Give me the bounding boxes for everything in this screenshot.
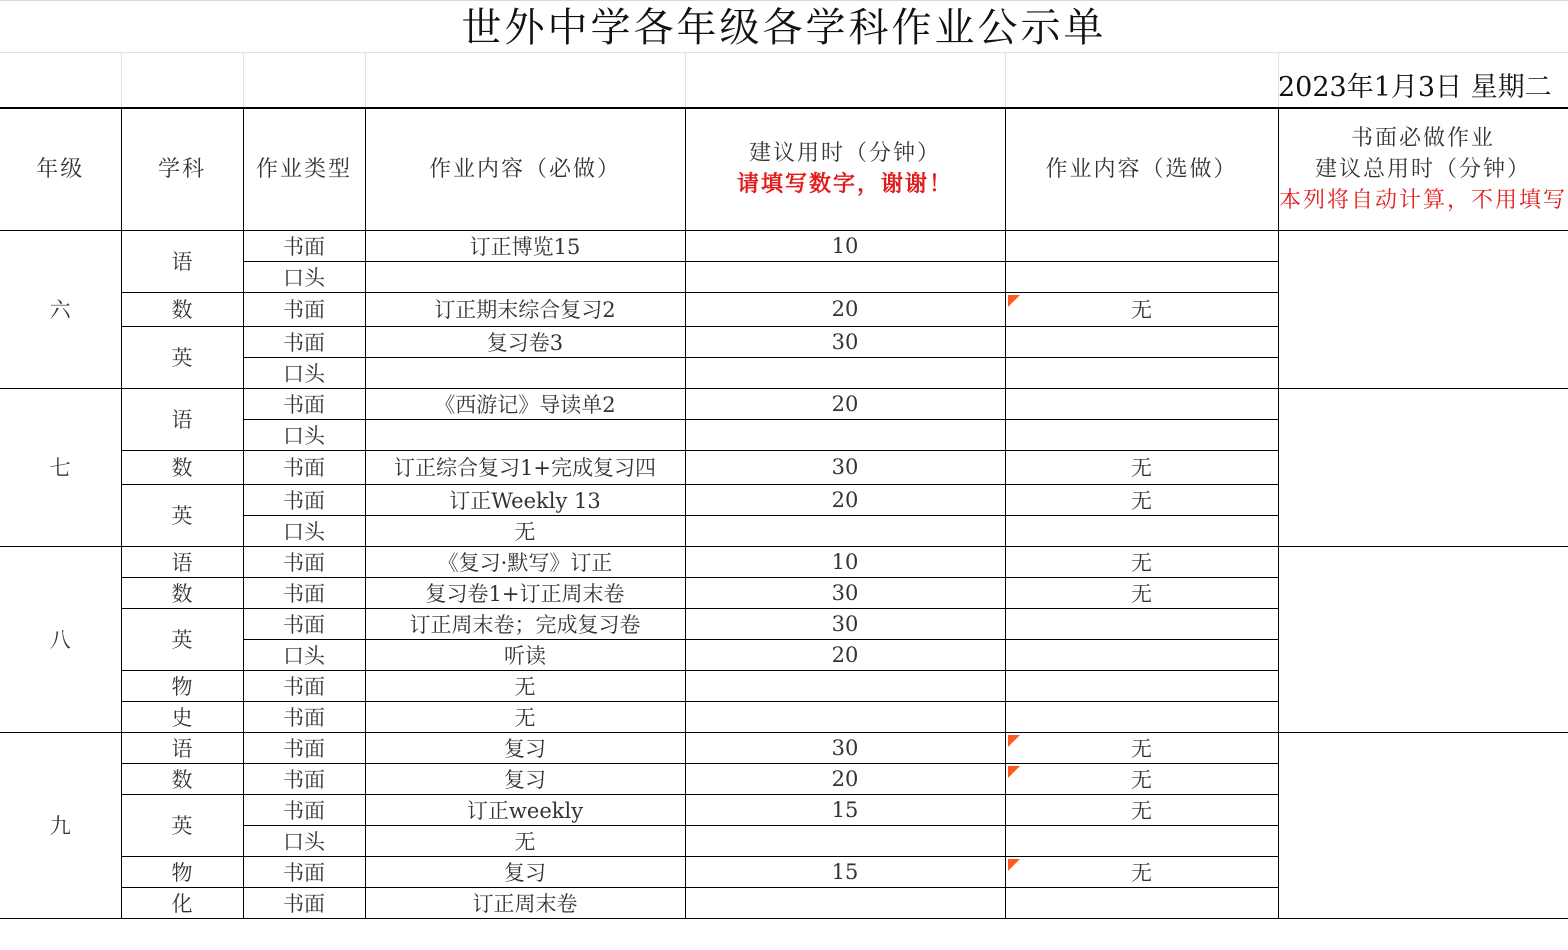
header-time[interactable] [685, 108, 1005, 230]
total-cell[interactable] [1278, 546, 1568, 732]
type-cell[interactable]: 书面 [243, 546, 365, 577]
time-cell[interactable] [685, 357, 1005, 388]
time-cell[interactable]: 30 [685, 732, 1005, 763]
optional-cell[interactable] [1005, 261, 1278, 292]
total-cell[interactable] [1278, 230, 1568, 388]
gridline [243, 52, 244, 107]
time-cell[interactable]: 10 [685, 230, 1005, 261]
subject-cell[interactable]: 英 [121, 794, 243, 856]
optional-cell[interactable] [1005, 388, 1278, 419]
time-cell[interactable]: 20 [685, 639, 1005, 670]
table-row [0, 546, 1568, 577]
time-cell[interactable]: 20 [685, 292, 1005, 326]
content-cell[interactable]: 无 [365, 670, 685, 701]
time-cell[interactable] [685, 261, 1005, 292]
optional-cell[interactable] [1005, 856, 1278, 887]
content-cell[interactable]: 订正weekly [365, 794, 685, 825]
total-cell[interactable] [1278, 388, 1568, 546]
subject-cell[interactable]: 英 [121, 608, 243, 670]
time-cell[interactable]: 20 [685, 388, 1005, 419]
optional-cell[interactable]: 无 [1005, 794, 1278, 825]
type-cell[interactable]: 书面 [243, 292, 365, 326]
optional-cell[interactable] [1005, 639, 1278, 670]
optional-cell[interactable]: 无 [1005, 577, 1278, 608]
comment-marker-icon[interactable] [1008, 859, 1020, 871]
grade-cell[interactable]: 九 [0, 732, 121, 918]
content-cell[interactable] [365, 261, 685, 292]
content-cell[interactable]: 复习 [365, 856, 685, 887]
optional-cell[interactable] [1005, 230, 1278, 261]
optional-cell[interactable]: 无 [1005, 546, 1278, 577]
subject-cell[interactable]: 语 [121, 732, 243, 763]
content-cell[interactable]: 复习卷3 [365, 326, 685, 357]
optional-cell[interactable] [1005, 515, 1278, 546]
table-row [0, 388, 1568, 419]
gridline [685, 52, 686, 107]
optional-cell[interactable] [1005, 292, 1278, 326]
optional-text: 无 [1131, 736, 1152, 761]
header-type[interactable]: 作业类型 [243, 108, 365, 230]
content-cell[interactable]: 听读 [365, 639, 685, 670]
subject-cell[interactable]: 语 [121, 388, 243, 450]
comment-marker-icon[interactable] [1008, 735, 1020, 747]
content-cell[interactable]: 订正周末卷 [365, 887, 685, 918]
total-cell[interactable] [1278, 732, 1568, 918]
content-cell[interactable]: 订正期末综合复习2 [365, 292, 685, 326]
header-total-label2: 建议总用时（分钟） [1314, 156, 1531, 182]
time-cell[interactable]: 15 [685, 856, 1005, 887]
content-cell[interactable]: 复习 [365, 732, 685, 763]
content-cell[interactable] [365, 419, 685, 450]
content-cell[interactable] [365, 357, 685, 388]
time-cell[interactable] [685, 701, 1005, 732]
subject-cell[interactable]: 语 [121, 546, 243, 577]
time-cell[interactable] [685, 515, 1005, 546]
sheet-title[interactable]: 世外中学各年级各学科作业公示单 [0, 0, 1568, 52]
content-cell[interactable]: 无 [365, 515, 685, 546]
type-cell[interactable]: 书面 [243, 484, 365, 515]
header-grade[interactable]: 年级 [0, 108, 121, 230]
content-cell[interactable]: 复习卷1+订正周末卷 [365, 577, 685, 608]
type-cell[interactable]: 书面 [243, 856, 365, 887]
content-cell[interactable]: 无 [365, 825, 685, 856]
type-cell[interactable]: 书面 [243, 230, 365, 261]
type-cell[interactable]: 口头 [243, 515, 365, 546]
type-cell[interactable]: 书面 [243, 701, 365, 732]
type-cell[interactable]: 口头 [243, 357, 365, 388]
grade-cell[interactable]: 七 [0, 388, 121, 546]
optional-cell[interactable] [1005, 419, 1278, 450]
time-cell[interactable] [685, 670, 1005, 701]
optional-cell[interactable] [1005, 825, 1278, 856]
content-cell[interactable]: 订正Weekly 13 [365, 484, 685, 515]
subject-cell[interactable]: 英 [121, 326, 243, 388]
subject-cell[interactable]: 数 [121, 450, 243, 484]
subject-cell[interactable]: 语 [121, 230, 243, 292]
table-row [0, 732, 1568, 763]
type-cell[interactable]: 书面 [243, 794, 365, 825]
optional-cell[interactable] [1005, 701, 1278, 732]
type-cell[interactable]: 口头 [243, 261, 365, 292]
optional-text: 无 [1131, 298, 1152, 322]
optional-cell[interactable]: 无 [1005, 484, 1278, 515]
type-cell[interactable]: 书面 [243, 326, 365, 357]
optional-cell[interactable]: 无 [1005, 450, 1278, 484]
time-cell[interactable]: 10 [685, 546, 1005, 577]
content-cell[interactable]: 订正周末卷；完成复习卷 [365, 608, 685, 639]
comment-marker-icon[interactable] [1008, 295, 1020, 307]
type-cell[interactable]: 书面 [243, 608, 365, 639]
header-time-label: 建议用时（分钟） [748, 141, 941, 167]
time-cell[interactable]: 20 [685, 763, 1005, 794]
optional-cell[interactable] [1005, 608, 1278, 639]
table-row [0, 230, 1568, 261]
subject-cell[interactable]: 化 [121, 887, 243, 918]
gridline [121, 52, 122, 107]
subject-cell[interactable]: 数 [121, 292, 243, 326]
type-cell[interactable]: 书面 [243, 732, 365, 763]
header-subject[interactable]: 学科 [121, 108, 243, 230]
homework-table [0, 107, 1568, 919]
type-cell[interactable]: 书面 [243, 887, 365, 918]
time-cell[interactable]: 30 [685, 577, 1005, 608]
content-cell[interactable]: 《复习·默写》订正 [365, 546, 685, 577]
time-cell[interactable]: 30 [685, 450, 1005, 484]
subject-cell[interactable]: 物 [121, 670, 243, 701]
subject-cell[interactable]: 英 [121, 484, 243, 546]
grade-cell[interactable]: 八 [0, 546, 121, 732]
time-cell[interactable]: 30 [685, 608, 1005, 639]
header-row [0, 108, 1568, 230]
content-cell[interactable]: 订正综合复习1+完成复习四 [365, 450, 685, 484]
time-cell[interactable]: 15 [685, 794, 1005, 825]
type-cell[interactable]: 书面 [243, 388, 365, 419]
optional-cell[interactable] [1005, 670, 1278, 701]
grade-cell[interactable]: 六 [0, 230, 121, 388]
header-time-note: 请填写数字，谢谢！ [736, 171, 953, 198]
optional-cell[interactable] [1005, 732, 1278, 763]
gridline [0, 52, 1568, 53]
time-cell[interactable] [685, 419, 1005, 450]
type-cell[interactable]: 书面 [243, 577, 365, 608]
time-cell[interactable] [685, 887, 1005, 918]
header-total-note: 本列将自动计算，不用填写 [1278, 187, 1567, 213]
optional-cell[interactable] [1005, 887, 1278, 918]
date-cell[interactable]: 2023年1月3日 星期二 [1278, 72, 1552, 103]
type-cell[interactable]: 口头 [243, 639, 365, 670]
comment-marker-icon[interactable] [1008, 766, 1020, 778]
header-content-required[interactable]: 作业内容（必做） [365, 108, 685, 230]
optional-cell[interactable] [1005, 357, 1278, 388]
type-cell[interactable]: 口头 [243, 825, 365, 856]
subject-cell[interactable]: 数 [121, 577, 243, 608]
header-total[interactable] [1278, 108, 1568, 230]
content-cell[interactable]: 复习 [365, 763, 685, 794]
gridline [365, 52, 366, 107]
type-cell[interactable]: 书面 [243, 450, 365, 484]
time-cell[interactable] [685, 825, 1005, 856]
optional-text: 无 [1131, 767, 1152, 792]
type-cell[interactable]: 书面 [243, 763, 365, 794]
subject-cell[interactable]: 数 [121, 763, 243, 794]
time-cell[interactable]: 20 [685, 484, 1005, 515]
gridline [1005, 52, 1006, 107]
optional-cell[interactable] [1005, 326, 1278, 357]
content-cell[interactable]: 订正博览15 [365, 230, 685, 261]
content-cell[interactable]: 《西游记》导读单2 [365, 388, 685, 419]
header-content-optional[interactable]: 作业内容（选做） [1005, 108, 1278, 230]
optional-text: 无 [1131, 860, 1152, 885]
time-cell[interactable]: 30 [685, 326, 1005, 357]
subject-cell[interactable]: 史 [121, 701, 243, 732]
subject-cell[interactable]: 物 [121, 856, 243, 887]
content-cell[interactable]: 无 [365, 701, 685, 732]
type-cell[interactable]: 口头 [243, 419, 365, 450]
optional-cell[interactable] [1005, 763, 1278, 794]
type-cell[interactable]: 书面 [243, 670, 365, 701]
header-total-label1: 书面必做作业 [1350, 125, 1495, 151]
